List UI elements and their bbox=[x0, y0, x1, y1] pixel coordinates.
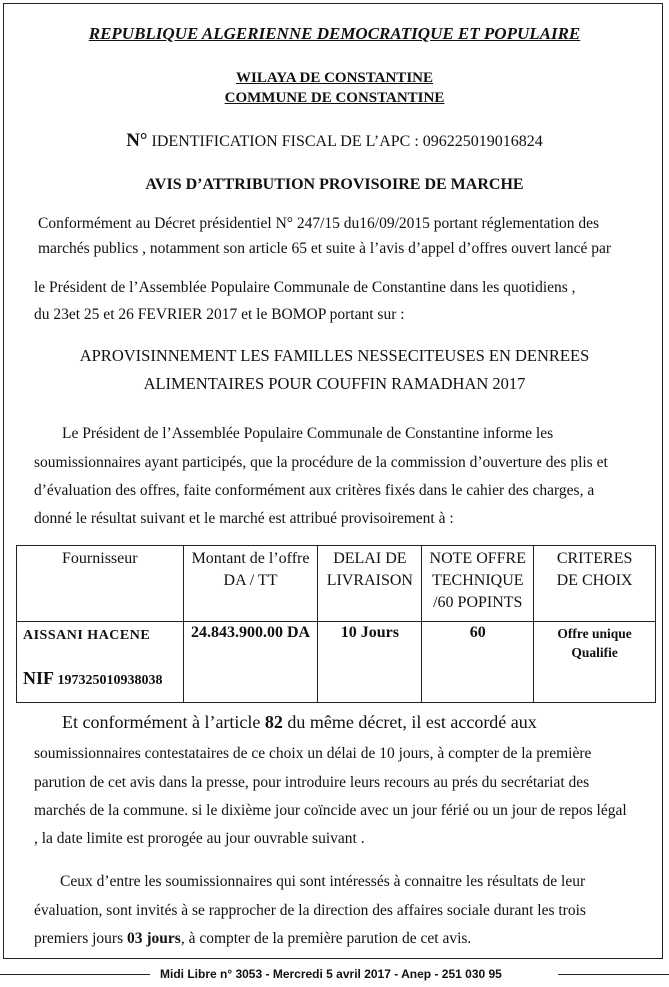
fiscal-id-line bbox=[0, 130, 669, 152]
supplier-cell bbox=[17, 622, 184, 703]
intro-line: marchés publics , notamment son article 65 et suite à l’avis d’appel d’offres ouvert lancé par bbox=[38, 240, 612, 257]
footer-rule-left bbox=[0, 974, 150, 975]
intro-line: du 23et 25 et 26 FEVRIER 2017 et le BOMOP portant sur : bbox=[34, 306, 405, 323]
authority-header bbox=[0, 68, 669, 108]
header-supplier: Fournisseur bbox=[17, 546, 184, 622]
appeal-line: marchés de la commune. si le dixième jour coïncide avec un jour férié ou un jour de repos légal bbox=[34, 802, 627, 819]
award-table bbox=[16, 545, 656, 703]
amount-cell: 24.843.900.00 DA bbox=[183, 622, 318, 703]
country-header: REPUBLIQUE ALGERIENNE DEMOCRATIQUE ET POPULAIRE bbox=[88, 24, 581, 43]
appeal-first-line: Et conformément à l’article 82 du même décret, il est accordé aux bbox=[62, 712, 537, 732]
supplier-name: AISSANI HACENE bbox=[23, 628, 151, 643]
criteria-cell: Offre unique Qualifie bbox=[534, 622, 656, 703]
notice-title: AVIS D’ATTRIBUTION PROVISOIRE DE MARCHE bbox=[145, 176, 524, 193]
fiscal-id-text: IDENTIFICATION FISCAL DE L’APC : 096225019016824 bbox=[151, 133, 543, 150]
header-amount: Montant de l’offre DA / TT bbox=[183, 546, 318, 622]
deadline-days: 03 jours bbox=[126, 930, 181, 947]
score-cell: 60 bbox=[422, 622, 534, 703]
supplier-nif: NIF 197325010938038 bbox=[23, 668, 163, 688]
closing-line: évaluation, sont invités à se rapprocher de la direction des affaires sociale durant les trois bbox=[34, 902, 586, 919]
table-header-row bbox=[17, 546, 656, 622]
info-line: soumissionnaires ayant participés, que la procédure de la commission d’ouverture des plis et bbox=[34, 454, 608, 471]
article-number: 82 bbox=[264, 712, 283, 732]
header-criteria: CRITERES DE CHOIX bbox=[534, 546, 656, 622]
appeal-line: soumissionnaires contestataires de ce choix un délai de 10 jours, à compter de la première bbox=[34, 745, 592, 762]
footer-rule-right bbox=[558, 974, 669, 975]
publication-footer bbox=[0, 967, 669, 981]
header-score: NOTE OFFRE TECHNIQUE /60 POPINTS bbox=[422, 546, 534, 622]
closing-line: Ceux d’entre les soumissionnaires qui sont intéressés à connaitre les résultats de leur bbox=[60, 873, 586, 890]
intro-line: le Président de l’Assemblée Populaire Communale de Constantine dans les quotidiens , bbox=[34, 279, 576, 296]
commune-line: COMMUNE DE CONSTANTINE bbox=[224, 90, 445, 106]
appeal-line: , la date limite est prorogée au jour ouvrable suivant . bbox=[34, 830, 365, 847]
info-line: donné le résultat suivant et le marché est attribué provisoirement à : bbox=[34, 510, 454, 527]
fiscal-number-sign: N° bbox=[126, 130, 148, 151]
info-line: Le Président de l’Assemblée Populaire Communale de Constantine informe les bbox=[62, 425, 554, 442]
delay-cell: 10 Jours bbox=[318, 622, 422, 703]
wilaya-line: WILAYA DE CONSTANTINE bbox=[235, 70, 433, 86]
footer-text: Midi Libre n° 3053 - Mercredi 5 avril 2017 - Anep - 251 030 95 bbox=[160, 967, 502, 981]
subject-line: ALIMENTAIRES POUR COUFFIN RAMADHAN 2017 bbox=[143, 374, 526, 393]
appeal-line: parution de cet avis dans la presse, pour introduire leurs recours au prés du secrétariat des bbox=[34, 774, 590, 791]
info-line: d’évaluation des offres, faite conformément aux critères fixés dans le cahier des charges, a bbox=[34, 482, 595, 499]
table-row bbox=[17, 622, 656, 703]
subject-line: APROVISINNEMENT LES FAMILLES NESSECITEUSES EN DENREES bbox=[79, 346, 590, 365]
closing-last-line: premiers jours 03 jours, à compter de la première parution de cet avis. bbox=[34, 930, 472, 947]
intro-line: Conformément au Décret présidentiel N° 247/15 du16/09/2015 portant réglementation des bbox=[38, 215, 600, 232]
header-delay: DELAI DE LIVRAISON bbox=[318, 546, 422, 622]
